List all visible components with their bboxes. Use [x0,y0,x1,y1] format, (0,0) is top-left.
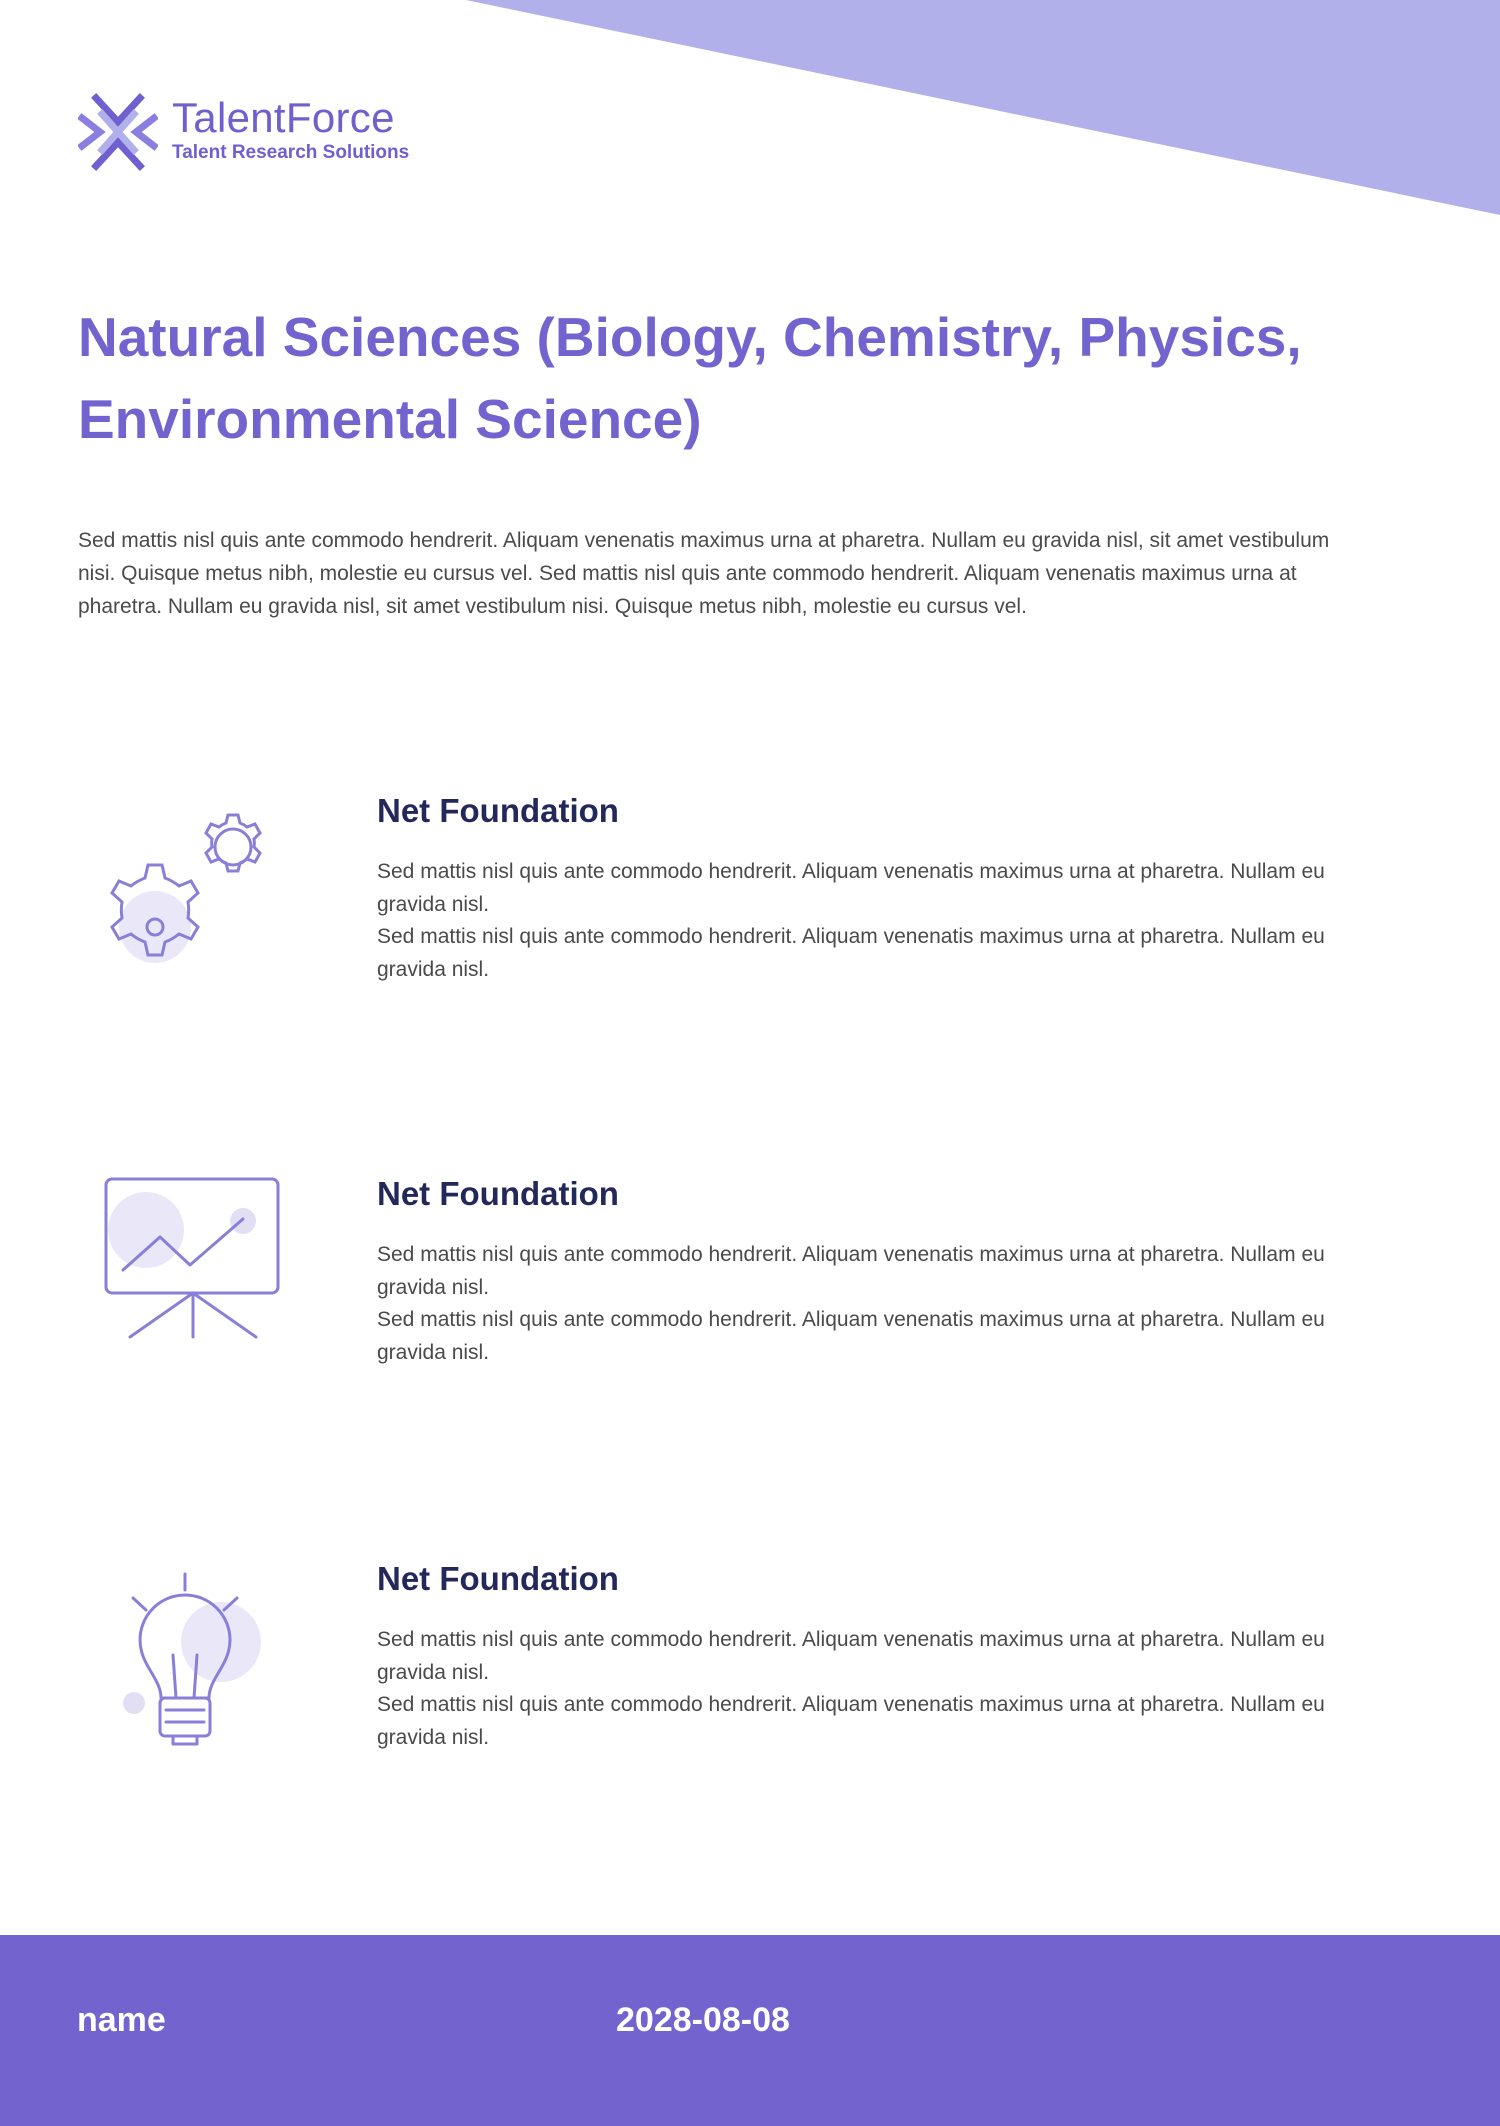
feature-text [377,1239,1377,1369]
feature-item [78,1175,1418,1415]
footer-date: 2028-08-08 [616,2001,790,2039]
feature-text-line: Sed mattis nisl quis ante commodo hendrerit. Aliquam venenatis maximus urna at pharetra. Nullam eu gravida nisl. Sed mattis nisl quis ante commodo hendrerit. Aliquam venenatis maximus urna at pharetra. Nullam eu gravida nisl. [377,1628,1325,1749]
lightbulb-icon [78,1560,298,1780]
feature-text [377,1624,1377,1754]
feature-title: Net Foundation [377,792,619,829]
feature-text-line: Sed mattis nisl quis ante commodo hendrerit. Aliquam venenatis maximus urna at pharetra. Nullam eu gravida nisl. Sed mattis nisl quis ante commodo hendrerit. Aliquam venenatis maximus urna at pharetra. Nullam eu gravida nisl. [377,1243,1325,1364]
brand-name: TalentForce [172,94,395,141]
feature-title: Net Foundation [377,1175,619,1212]
feature-item [78,1560,1418,1800]
feature-text-line: Sed mattis nisl quis ante commodo hendrerit. Aliquam venenatis maximus urna at pharetra. Nullam eu gravida nisl. Sed mattis nisl quis ante commodo hendrerit. Aliquam venenatis maximus urna at pharetra. Nullam eu gravida nisl. [377,860,1325,981]
footer-bar [0,1935,1500,2126]
intro-paragraph: Sed mattis nisl quis ante commodo hendrerit. Aliquam venenatis maximus urna at pharetra. Nullam eu gravida nisl, sit amet vestibulum nisi. Quisque metus nibh, molestie eu cursus vel. Sed mattis nisl quis ante commodo hendrerit. Aliquam venenatis maximus urna at pharetra. Nullam eu gravida nisl, sit amet vestibulum nisi. Quisque metus nibh, molestie eu cursus vel. [78,529,1330,618]
footer-name: name [77,2001,166,2039]
presentation-chart-icon [78,1175,298,1395]
feature-title: Net Foundation [377,1560,619,1597]
page-title: Natural Sciences (Biology, Chemistry, Physics, Environmental Science) [78,306,1302,450]
feature-text [377,856,1377,986]
brand-tagline: Talent Research Solutions [172,142,410,163]
gears-icon [78,792,298,1012]
brand-logo [78,92,438,172]
logo-mark-icon [78,92,158,172]
feature-item [78,792,1418,1032]
